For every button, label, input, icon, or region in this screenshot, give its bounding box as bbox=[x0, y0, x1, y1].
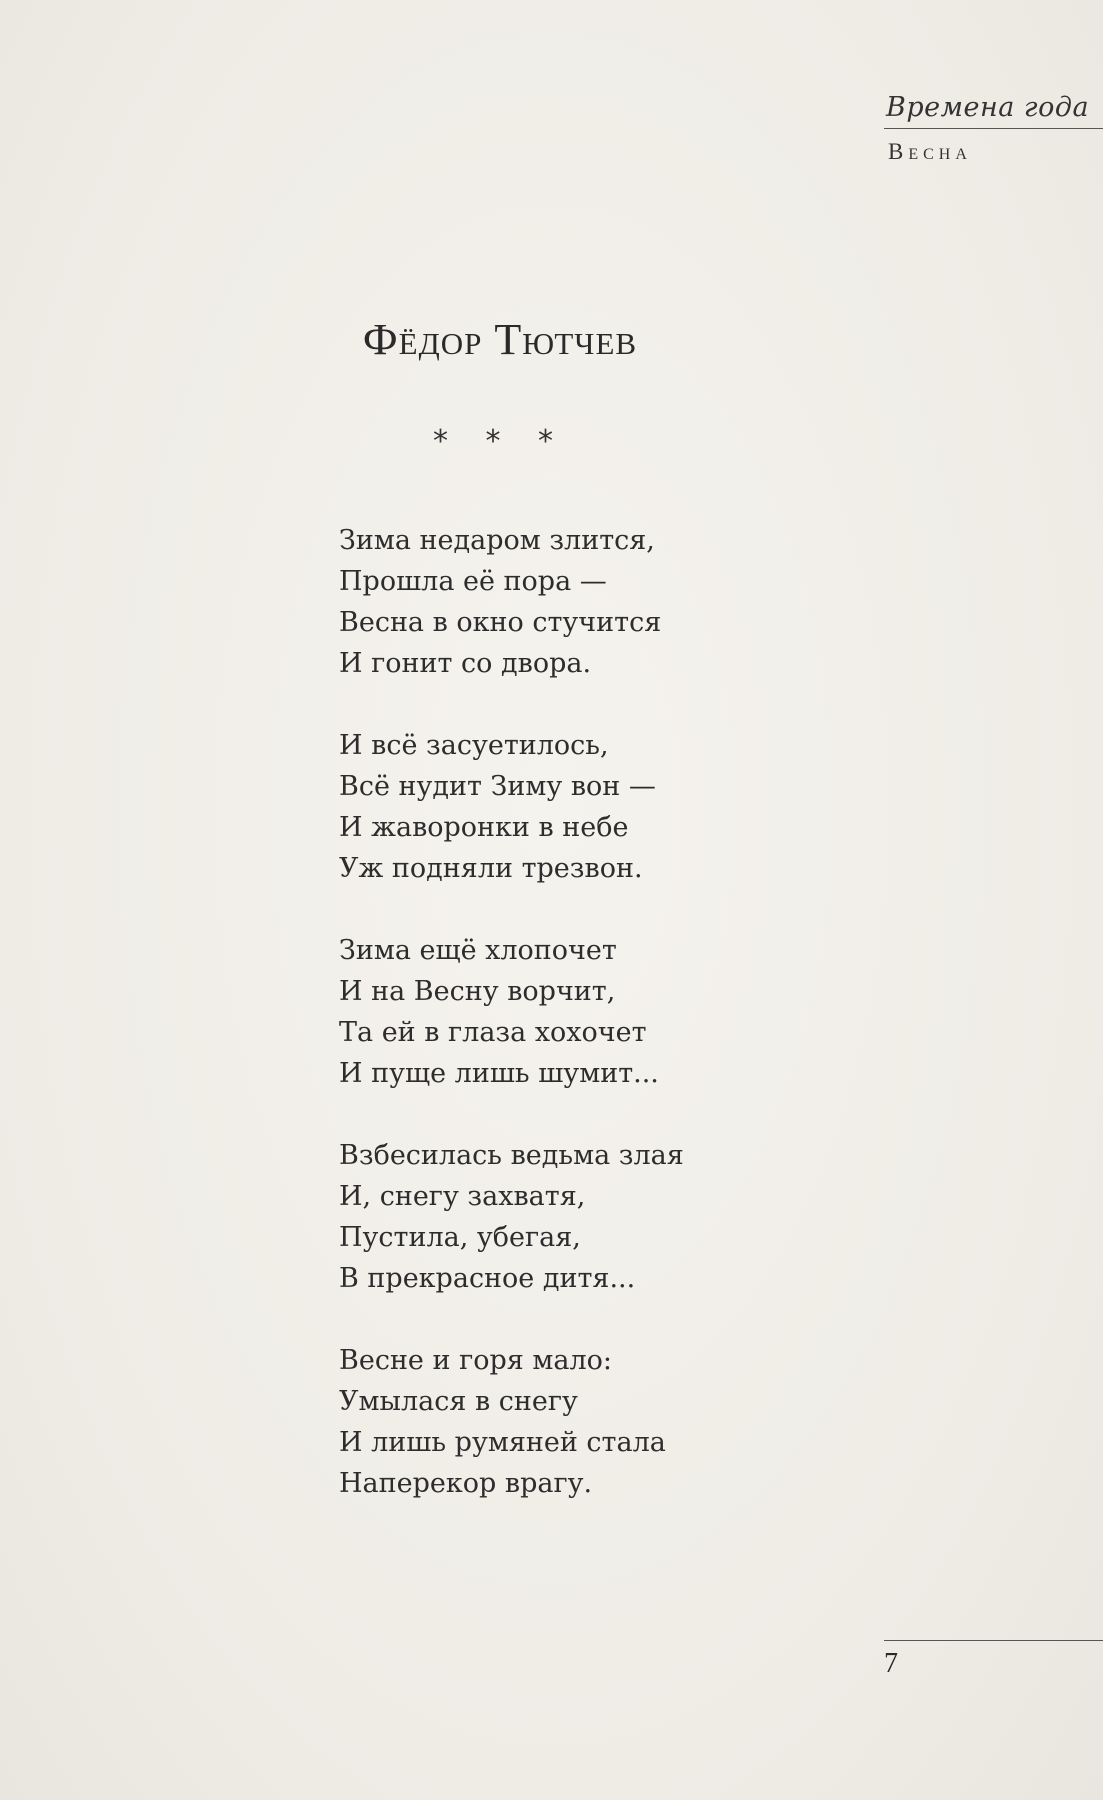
stanza bbox=[339, 1135, 684, 1299]
poem-line: Зима недаром злится, bbox=[339, 525, 655, 556]
poem-line: Умылася в снегу bbox=[339, 1386, 578, 1417]
stanza bbox=[339, 725, 684, 889]
footer-rule bbox=[884, 1640, 1103, 1641]
poem-line: Весна в окно стучится bbox=[339, 607, 662, 638]
page-number: 7 bbox=[884, 1648, 898, 1679]
poem-line: И пуще лишь шумит... bbox=[339, 1058, 659, 1089]
poem-line: Прошла её пора — bbox=[339, 566, 607, 597]
stanza bbox=[339, 520, 684, 684]
poem-line: И гонит со двора. bbox=[339, 648, 592, 679]
poem-body bbox=[339, 520, 684, 1545]
poem-line: И жаворонки в небе bbox=[339, 812, 629, 843]
poem-title-asterisks: * * * bbox=[432, 424, 568, 459]
poem-line: И всё засуетилось, bbox=[339, 730, 609, 761]
stanza bbox=[339, 1340, 684, 1504]
header-rule bbox=[884, 128, 1103, 129]
series-title: Времена года bbox=[886, 92, 1090, 123]
poem-line: Всё нудит Зиму вон — bbox=[339, 771, 656, 802]
poem-line: И на Весну ворчит, bbox=[339, 976, 616, 1007]
running-header bbox=[884, 92, 1103, 165]
poem-line: Взбесилась ведьма злая bbox=[339, 1140, 684, 1171]
poem-line: В прекрасное дитя... bbox=[339, 1263, 636, 1294]
poem-line: Весне и горя мало: bbox=[339, 1345, 612, 1376]
poem-line: Та ей в глаза хохочет bbox=[339, 1017, 647, 1048]
poem-line: Наперекор врагу. bbox=[339, 1468, 593, 1499]
poem-line: И, снегу захватя, bbox=[339, 1181, 586, 1212]
poem-line: Уж подняли трезвон. bbox=[339, 853, 643, 884]
stanza bbox=[339, 930, 684, 1094]
poem-line: И лишь румяней стала bbox=[339, 1427, 666, 1458]
section-title: Весна bbox=[888, 139, 972, 165]
poem-line: Зима ещё хлопочет bbox=[339, 935, 617, 966]
poem-line: Пустила, убегая, bbox=[339, 1222, 581, 1253]
author-name: Фёдор Тютчев bbox=[362, 315, 638, 364]
